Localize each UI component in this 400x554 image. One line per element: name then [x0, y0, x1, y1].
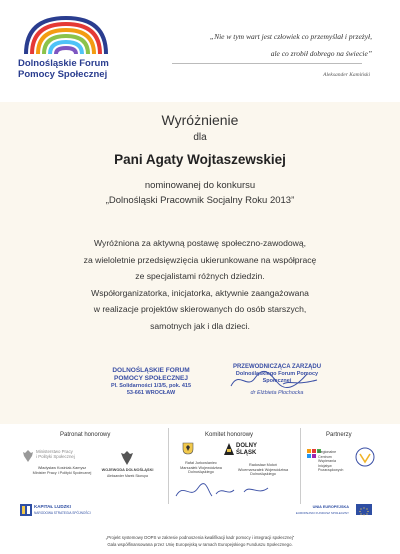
- radoslaw-line: Dolnośląskiego: [250, 472, 276, 477]
- chairperson-signature-icon: [225, 366, 325, 394]
- stamp-line: POMOCY SPOŁECZNEJ: [114, 375, 188, 382]
- certificate-title: Wyróżnienie: [161, 112, 239, 128]
- footnote-line: Gala współfinansowana przez Unię Europejską w ramach Europejskiego Funduszu Społecznego.: [107, 542, 293, 547]
- paragraph-line: ze specjalistami różnych dziedzin.: [135, 271, 265, 281]
- radoslaw-line: Wicemarszałek Województwa: [237, 467, 289, 472]
- komitet-title: Komitet honorowy: [205, 432, 254, 438]
- person-line: Władysław Kosiniak-Kamysz: [37, 466, 87, 470]
- wojewoda-eagle-icon: [120, 450, 134, 466]
- eu-flag-icon: [356, 504, 372, 515]
- eagle-emblem-icon: [22, 449, 34, 463]
- kapital-ludzki-sub: NARODOWA STRATEGIA SPÓJNOŚCI: [34, 511, 91, 515]
- wojewoda-sub: Aleksander Marek Skorupa: [107, 474, 148, 478]
- nominated-text: nominowanej do konkursu: [144, 180, 256, 191]
- dolny-slask-logo-icon: [223, 442, 235, 456]
- forum-stamp: [96, 367, 206, 397]
- stamp-line: DOLNOŚLĄSKIE FORUM: [112, 367, 190, 374]
- paragraph-line: samotnych jak i dla dzieci.: [150, 320, 250, 331]
- ministry-line: Ministerstwo Pracy: [36, 449, 73, 454]
- paragraph-line: Współorganizatorka, inicjatorka, aktywnie zaangażowana: [91, 287, 309, 298]
- footer-divider: [300, 428, 301, 504]
- award-paragraph: [0, 235, 400, 334]
- quote-author: Aleksander Kamiński: [323, 72, 370, 78]
- radoslaw-text: [232, 463, 294, 477]
- logo-line-2: Pomocy Społecznej: [18, 69, 108, 80]
- quote-line-1: „Nie w tym wart jest człowiek co przemyślał i przeżył,: [209, 32, 372, 41]
- stamp-line: PRZEWODNICZĄCA ZARZĄDU: [232, 364, 322, 370]
- paragraph-line: Wyróżniona za aktywną postawę społeczno-zawodową,: [93, 238, 306, 248]
- forum-logo-text: [18, 58, 109, 80]
- footnote: [0, 534, 400, 548]
- eu-text: UNIA EUROPEJSKA: [312, 505, 349, 509]
- kapital-ludzki-icon: [20, 504, 32, 516]
- partner-line: Centrum: [318, 454, 332, 459]
- partner-line: Wspierania: [318, 459, 336, 464]
- person-line: Minister Pracy i Polityki Społecznej: [32, 470, 92, 475]
- ministry-logo-text: [36, 450, 106, 459]
- certificate-for: dla: [193, 132, 207, 143]
- marszalek-line: Marszałek Województwa: [180, 465, 222, 470]
- paragraph-line: w realizacje projektów skierowanych do osób starszych,: [93, 304, 307, 314]
- paragraph-line: za wieloletnie przedsięwzięcia ukierunkowane na współpracę: [83, 254, 317, 265]
- ministry-line: i Polityki Społecznej: [36, 453, 75, 459]
- header: [0, 0, 400, 100]
- partner-line: Regionalne: [318, 450, 337, 454]
- logo-line-1: Dolnośląskie Forum: [18, 58, 109, 69]
- dolny-line: DOLNY: [236, 443, 257, 449]
- recipient-name: Pani Agaty Wojtaszewskiej: [114, 152, 286, 167]
- footnote-line: „Projekt systemowy DOPS w zakresie podnoszenia kwalifikacji kadr pomocy i integracji społecznej”: [105, 535, 295, 540]
- quote-line-2: ale co zrobił dobrego na świecie”: [270, 49, 372, 58]
- quote-divider: [172, 63, 362, 64]
- quote: [142, 28, 372, 62]
- region-coat-of-arms-icon: [182, 442, 194, 455]
- stamp-line: 53-661 WROCŁAW: [126, 390, 176, 396]
- partner-line: Inicjatyw Pozarządowych: [318, 463, 344, 473]
- stamp-line: dr Elżbieta Płochocka: [250, 390, 304, 396]
- stamp-line: Pl. Solidarności 1/3/5, pok. 415: [110, 383, 192, 389]
- rcwip-text: [318, 450, 354, 473]
- marszalek-text: [172, 461, 230, 475]
- ministry-person: [14, 466, 110, 475]
- stamp-line: Dolnośląskiego Forum Pomocy Społecznej: [235, 371, 319, 384]
- eu-sub: EUROPEJSKI FUNDUSZ SPOŁECZNY: [295, 511, 349, 515]
- radoslaw-line: Radosław Mołoń: [248, 463, 278, 467]
- patronat-title: Patronat honorowy: [60, 432, 111, 438]
- partnerzy-title: Partnerzy: [326, 432, 352, 438]
- dolny-slask-text: [236, 443, 276, 456]
- marszalek-line: Rafał Jurkowlaniec: [185, 461, 217, 465]
- wojewoda-label: WOJEWODA DOLNOŚLĄSKI: [101, 468, 154, 472]
- kapital-ludzki-text: KAPITAŁ LUDZKI: [34, 504, 71, 509]
- dolny-line: ŚLĄSK: [236, 449, 257, 456]
- forum-logo-icon: [18, 10, 114, 58]
- footer-divider: [168, 428, 169, 504]
- marszalek-line: Dolnośląskiego: [188, 470, 214, 475]
- contest-name: „Dolnośląski Pracownik Socjalny Roku 2013”: [105, 195, 295, 206]
- committee-signatures-icon: [172, 478, 282, 502]
- partner-emblem-icon: [354, 446, 376, 468]
